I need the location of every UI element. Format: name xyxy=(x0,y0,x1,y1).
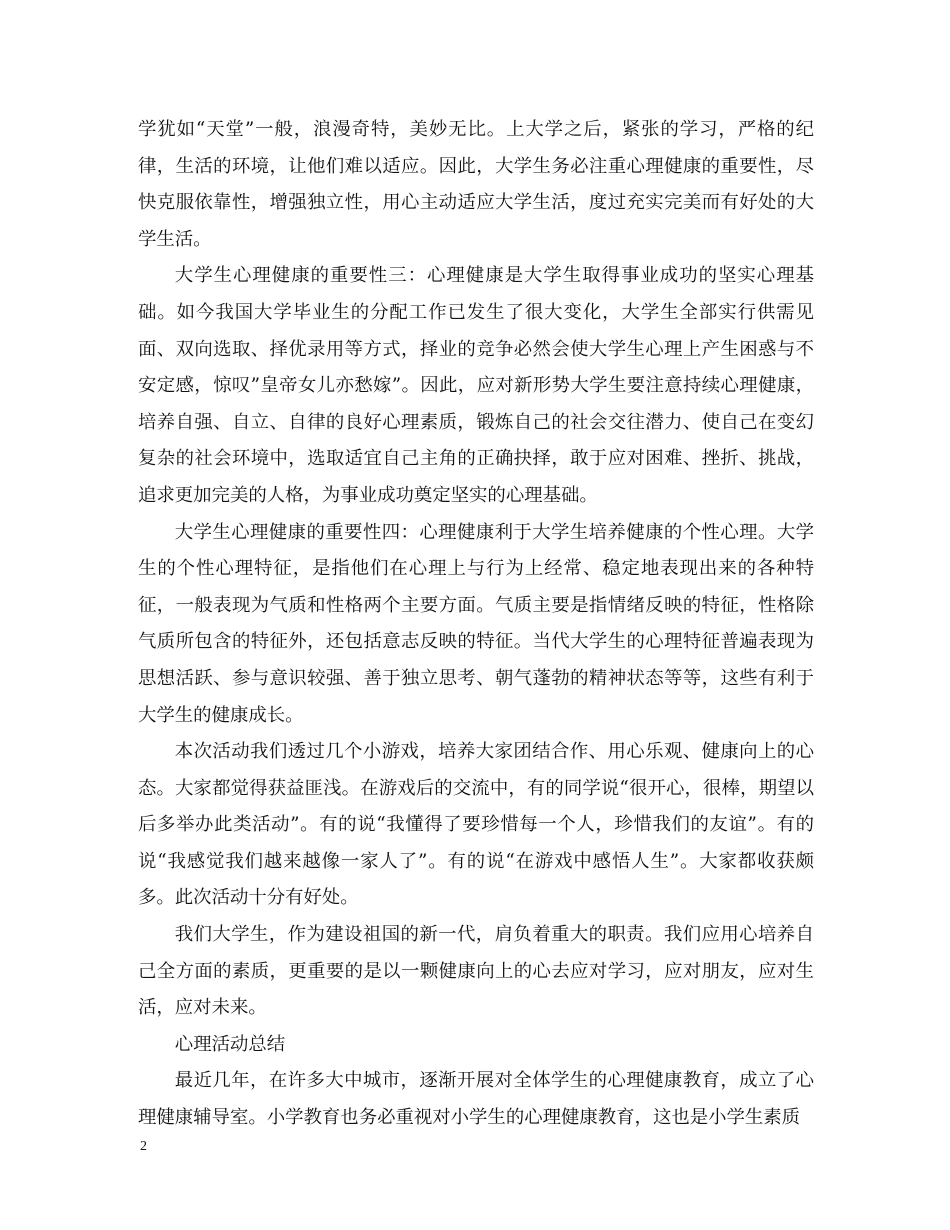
section-heading: 心理活动总结 xyxy=(174,1033,286,1055)
paragraph-continuation: 学犹如“天堂”一般，浪漫奇特，美妙无比。上大学之后，紧张的学习，严格的纪律，生活的环境，让他们难以适应。因此，大学生务必注重心理健康的重要性，尽快克服依靠性，增强独立性，用心主动适应大学生活，度过充实完美而有好处的大学生活。 xyxy=(138,119,814,250)
paragraph-importance-four: 大学生心理健康的重要性四：心理健康利于大学生培养健康的个性心理。大学生的个性心理特征，是指他们在心理上与行为上经常、稳定地表现出来的各种特征，一般表现为气质和性格两个主要方面。气质主要是指情绪反映的特征，性格除气质所包含的特征外，还包括意志反映的特征。当代大学生的心理特征普遍表现为思想活跃、参与意识较强、善于独立思考、朝气蓬勃的精神状态等等，这些有利于大学生的健康成长。 xyxy=(138,521,814,726)
paragraph-new-section: 最近几年，在许多大中城市，逐渐开展对全体学生的心理健康教育，成立了心理健康辅导室。小学教育也务必重视对小学生的心理健康教育，这也是小学生素质 xyxy=(138,1070,814,1129)
document-body xyxy=(138,112,814,1137)
paragraph-activity-summary: 本次活动我们透过几个小游戏，培养大家团结合作、用心乐观、健康向上的心态。大家都觉得获益匪浅。在游戏后的交流中，有的同学说“很开心，很棒，期望以后多举办此类活动”。有的说“我懂得了要珍惜每一个人，珍惜我们的友谊”。有的说“我感觉我们越来越像一家人了”。有的说“在游戏中感悟人生”。大家都收获颇多。此次活动十分有好处。 xyxy=(138,741,814,909)
paragraph-conclusion: 我们大学生，作为建设祖国的新一代，肩负着重大的职责。我们应用心培养自己全方面的素质，更重要的是以一颗健康向上的心去应对学习，应对朋友，应对生活，应对未来。 xyxy=(138,924,814,1019)
page-number: 2 xyxy=(140,1139,147,1154)
paragraph-importance-three: 大学生心理健康的重要性三：心理健康是大学生取得事业成功的坚实心理基础。如今我国大学毕业生的分配工作已发生了很大变化，大学生全部实行供需见面、双向选取、择优录用等方式，择业的竞争必然会使大学生心理上产生困惑与不安定感，惊叹”皇帝女儿亦愁嫁”。因此，应对新形势大学生要注意持续心理健康，培养自强、自立、自律的良好心理素质，锻炼自己的社会交往潜力、使自己在变幻复杂的社会环境中，选取适宜自己主角的正确抉择，敢于应对困难、挫折、挑战，追求更加完美的人格，为事业成功奠定坚实的心理基础。 xyxy=(138,265,814,506)
